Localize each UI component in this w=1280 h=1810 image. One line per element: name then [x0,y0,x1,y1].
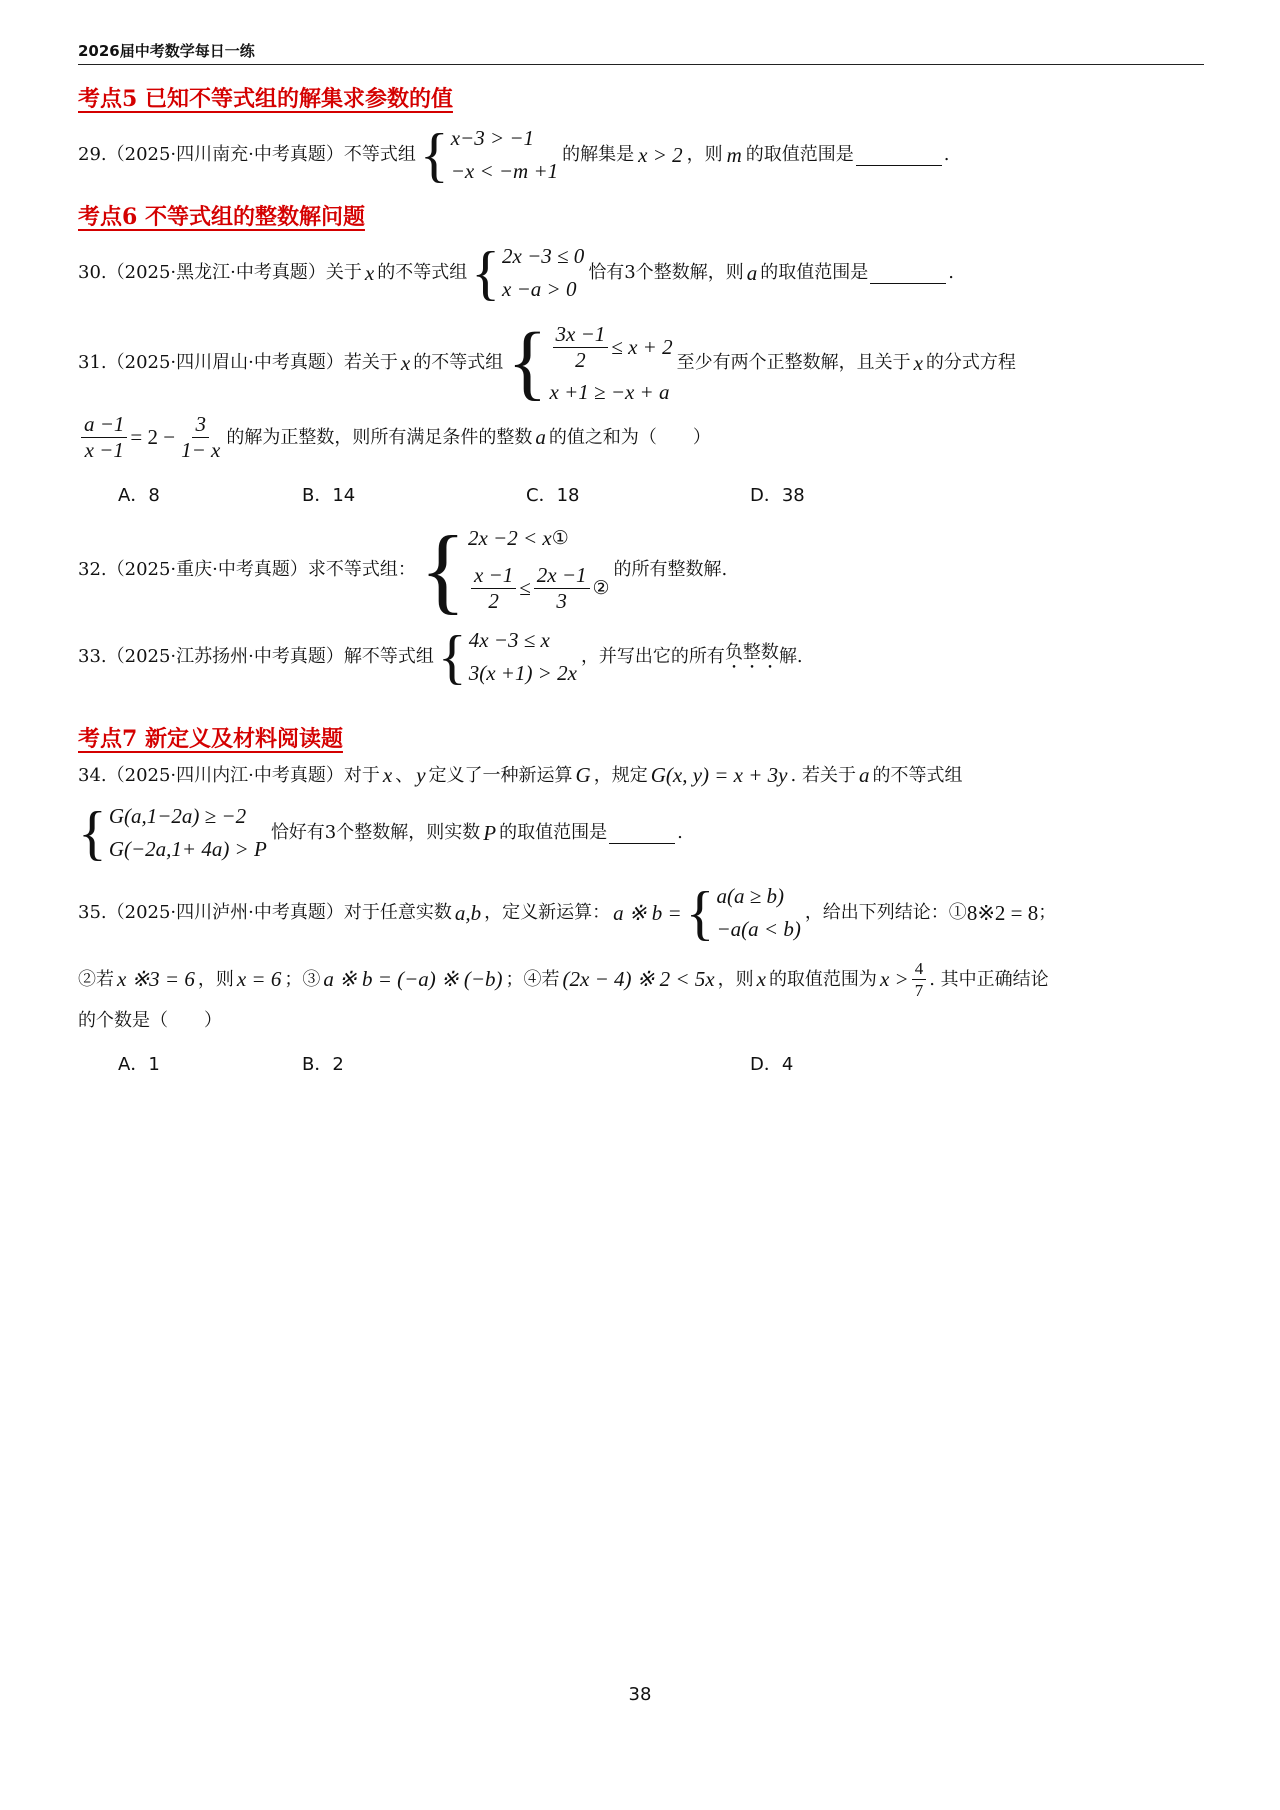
q31-ineq-1-rest: ≤ x + 2 [611,334,673,359]
question-33 [78,624,803,690]
question-35-line-3 [78,1012,222,1030]
q29-text-2: ，则 [686,144,723,165]
q35-example-2: x ※3 = 6 [117,967,195,991]
q34-var-y: y [416,763,426,787]
q34-var-x: x [382,763,393,787]
q31-option-b[interactable]: B．14 [302,485,356,506]
q35-case-2: −a(a < b) [716,917,801,941]
q31-eq-fraction-2 [178,414,223,461]
q29-ineq-2: −x < −m +1 [450,159,559,183]
q33-text-1: ，并写出它的所有 [580,646,725,667]
q31-text-1: 的不等式组 [413,352,504,373]
q34-ineq-2: G(−2a,1+ 4a) > P [108,837,267,861]
q32-f1-den: 2 [488,589,499,613]
q35-var-x: x [756,967,766,991]
q31-system [507,318,672,408]
q30-ineq-2: x −a > 0 [502,277,577,301]
q31-var-a: a [535,425,546,449]
q34-sep: 、 [395,764,414,786]
q33-ineq-1: 4x −3 ≤ x [468,628,550,652]
q35-l2f: 的取值范围为 [768,968,877,990]
question-31-equation [78,414,711,461]
q35-l2c: ；③ [284,968,321,990]
left-brace-icon: { [507,316,548,409]
q31-text-3: 的分式方程 [925,352,1016,373]
q35-text-1: ，定义新运算： [484,902,611,923]
q32-mark-1: ① [551,527,569,549]
question-30 [78,240,954,306]
q29-system [420,122,558,188]
q34-var-a: a [858,763,870,787]
q31-option-c[interactable]: C．18 [526,485,580,506]
q35-option-d[interactable]: D．4 [750,1054,794,1075]
q29-var-m: m [726,142,742,167]
q31-stem: 31.（2025·四川眉山·中考真题）若关于 [78,352,398,373]
q31-var-x-2: x [913,350,923,375]
q29-text-1: 的解集是 [562,144,635,165]
left-brace-icon: { [471,240,501,306]
q29-end: . [943,144,950,165]
q34-op-g: G [575,763,591,787]
q34-var-p: P [483,820,497,845]
q30-answer-blank[interactable] [870,263,946,284]
q31-eq2-den: 1− x [181,438,221,462]
q32-text-1: 的所有整数解. [613,559,728,580]
question-35-line-2 [78,960,1049,999]
q34-text-1: 定义了一种新运算 [428,764,573,786]
q34-text-3: . 若关于 [790,764,856,786]
q35-stem: 35.（2025·四川泸州·中考真题）对于任意实数 [78,902,452,923]
q31-eq-fraction-1 [81,414,127,461]
q33-ineq-2: 3(x +1) > 2x [468,661,577,685]
q32-mark-2: ② [592,577,610,599]
q35-l2b: ，则 [197,968,234,990]
question-34 [78,765,962,786]
q33-text-2: 解. [778,646,803,667]
q32-fraction-1 [471,565,516,612]
q34-ineq-1: G(a,1−2a) ≥ −2 [108,804,247,828]
q31-eq2-num: 3 [192,414,209,438]
left-brace-icon: { [685,880,715,946]
left-brace-icon: { [437,624,467,690]
left-brace-icon: { [78,800,107,866]
q30-var-a: a [746,260,758,285]
q32-f2-den: 3 [556,589,567,613]
q33-stem: 33.（2025·江苏扬州·中考真题）解不等式组 [78,646,434,667]
q30-text-3: 的取值范围是 [760,262,869,283]
q30-stem: 30.（2025·黑龙江·中考真题）关于 [78,262,362,283]
q35-cases [686,880,801,946]
q35-text-2: ，给出下列结论：① [804,902,967,923]
section-6-title: 考点6 不等式组的整数解问题 [78,204,365,230]
q35-l3: 的个数是（ ） [78,1010,222,1031]
q30-end: . [948,262,954,283]
q35-example-1: 8※2 = 8 [966,900,1039,925]
q35-vars: a,b [454,900,482,925]
q29-solution: x > 2 [638,142,683,167]
q31-text-2: 至少有两个正整数解，且关于 [676,352,911,373]
q31-ineq-2: x +1 ≥ −x + a [549,379,670,404]
q35-option-b[interactable]: B．2 [302,1054,344,1075]
q35-semi: ； [1038,902,1057,923]
q33-emphasis: 负整数 [724,641,779,663]
q29-answer-blank[interactable] [856,145,942,166]
q32-ineq-1: 2x −2 < x [467,526,552,550]
q35-example-5: (2x − 4) ※ 2 < 5x [562,967,715,991]
q35-frac-den: 7 [914,981,924,1000]
q34-text-6: 的取值范围是 [499,822,608,843]
section-7-title: 考点7 新定义及材料阅读题 [78,726,343,752]
header-rule [78,64,1204,65]
q30-ineq-1: 2x −3 ≤ 0 [502,244,585,268]
question-34-system [78,800,683,866]
q34-text-4: 的不等式组 [872,764,963,786]
q31-eq-mid: = 2 − [130,425,176,449]
q35-frac-num: 4 [912,960,927,980]
q34-definition: G(x, y) = x + 3y [650,763,788,787]
q35-case-1: a(a ≥ b) [716,884,784,908]
q35-example-6: x > [879,967,909,991]
q32-fraction-2 [534,565,590,612]
q34-stem: 34.（2025·四川内江·中考真题）对于 [78,764,380,786]
q32-stem: 32.（2025·重庆·中考真题）求不等式组： [78,559,416,580]
q34-answer-blank[interactable] [609,823,675,844]
q31-option-a[interactable]: A．8 [118,485,160,506]
q34-end: . [677,822,683,843]
question-29 [78,122,950,188]
q34-text-2: ，规定 [593,764,648,786]
q35-example-4: a ※ b = (−a) ※ (−b) [323,967,503,991]
q35-fraction [912,960,927,999]
q35-l2g: . 其中正确结论 [929,968,1049,990]
q32-f1-num: x −1 [471,565,516,589]
q35-option-a[interactable]: A．1 [118,1054,160,1075]
q35-l2e: ，则 [717,968,754,990]
q31-text-5: 的值之和为（ ） [548,426,711,448]
question-32 [78,516,728,623]
question-31 [78,318,1016,408]
q31-frac-num: 3x −1 [553,324,609,348]
q35-operation: a ※ b = [613,900,682,925]
q30-text-2: 恰有3个整数解，则 [588,262,744,283]
q31-text-4: 的解为正整数，则所有满足条件的整数 [226,426,533,448]
left-brace-icon: { [419,516,466,623]
page-number: 38 [628,1684,652,1705]
q31-option-d[interactable]: D．38 [750,485,805,506]
q31-eq-den: x −1 [84,438,124,462]
q31-fraction [553,321,609,372]
q35-l2a: ②若 [78,968,114,990]
section-5-title: 考点5 已知不等式组的解集求参数的值 [78,86,453,112]
q32-leq: ≤ [519,576,531,600]
document-header: 2026届中考数学每日一练 [78,42,255,60]
q33-system [438,624,577,690]
q31-frac-den: 2 [575,347,586,372]
q31-var-x: x [400,350,411,375]
q35-example-3: x = 6 [236,967,282,991]
q31-eq-num: a −1 [81,414,127,438]
q30-var-x: x [364,260,375,285]
q29-text-3: 的取值范围是 [745,144,854,165]
left-brace-icon: { [419,122,449,188]
q29-ineq-1: x−3 > −1 [450,126,535,150]
q34-system [78,800,267,866]
q35-l2d: ；④若 [505,968,560,990]
question-35 [78,880,1056,946]
q34-text-5: 恰好有3个整数解，则实数 [270,822,481,843]
q29-stem: 29.（2025·四川南充·中考真题）不等式组 [78,144,416,165]
q32-f2-num: 2x −1 [534,565,590,589]
q30-system [471,240,584,306]
q30-text-1: 的不等式组 [377,262,468,283]
q32-system [419,516,610,623]
